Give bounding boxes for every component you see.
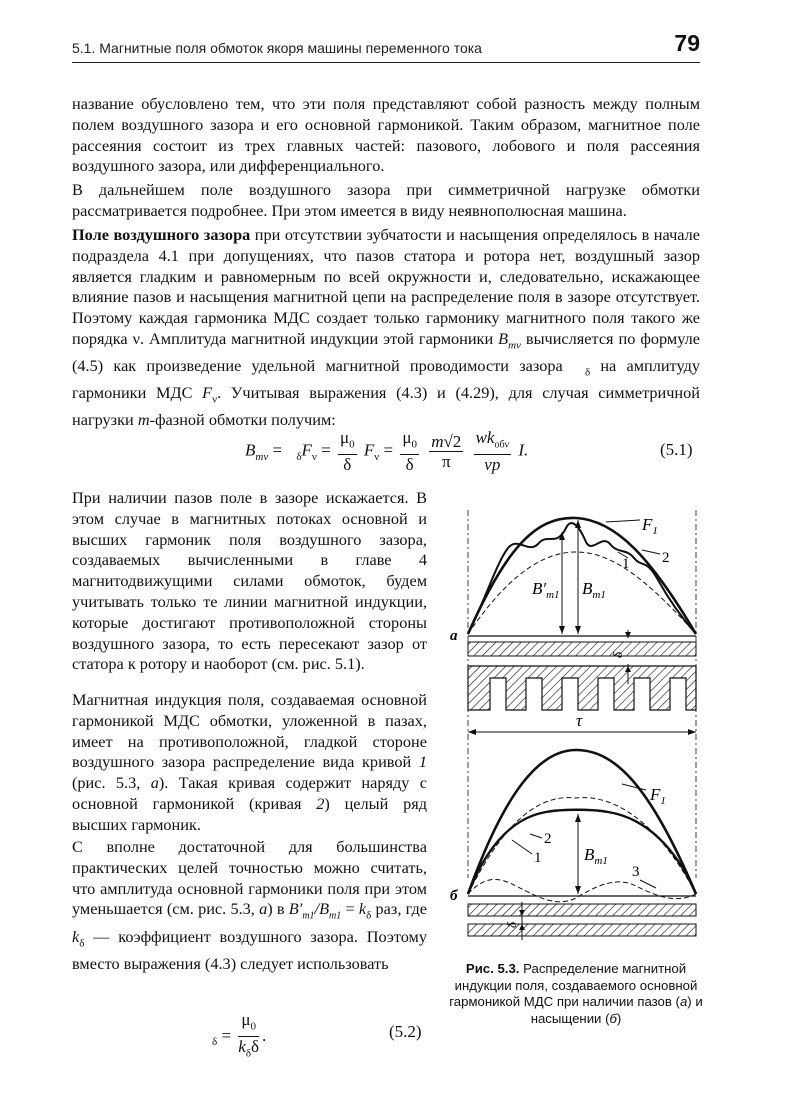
label-curve-2-b: 2 [544,831,552,847]
core-band-b [468,924,696,936]
figure-caption: Рис. 5.3. Распределение магнитной индукции поля, создаваемого основной гармоникой МДС при наличии пазов (а) и насыщении (б) [449,961,703,1026]
intro-paragraph-3: Поле воздушного зазора при отсутствии зубчатости и насыщения определялось в начале подраздела 4.1 при допущениях, что пазов статора и ротора нет, воздушный зазор является гладким и равномерным по всей окружности и, следовательно, искажающее влияние пазов и насыщения магнитной цепи на распределение поля в зазоре отсутствует. Поэтому каждая гармоника МДС создает только гармонику магнитного поля такого же порядка ν. Амплитуда магнитной индукции этой гармоники $B_{m\nu}$ вычисляется по формуле (4.5) как произведение удельной магнитной проводимости зазора $_\delta$ на амплитуду гармоники МДС $F_\nu$. Учитывая выражения (4.3) и (4.29), для случая симметричной нагрузки m-фазной обмотки получим: [72,225,700,430]
page-number: 79 [674,30,700,56]
label-curve-1-b: 1 [534,850,542,866]
label-b: б [450,888,458,904]
page-header [72,22,700,63]
equation-5-2-number: (5.2) [389,1022,422,1041]
label-F1-b: $F_1$ [650,785,666,807]
column-paragraph-1: При наличии пазов поле в зазоре искажается. В этом случае в магнитных потоках основной и высших гармоник поля воздушного зазора, создаваемых вычисленными в главе 4 магнитодвижущими силами обмоток, будем учитывать только те линии магнитной индукции, которые достигают противоположной стороны воздушного зазора, то есть пересекают зазор от статора к ротору и наоборот (см. рис. 5.1). [72,488,427,674]
slotted-core-a [468,666,696,710]
column-paragraph-2: Магнитная индукция поля, создаваемая основной гармоникой МДС обмотки, уложенной в пазах, имеет на противоположной, гладкой стороне воздушного зазора распределение вида кривой 1 (рис. 5.3, а). Такая кривая содержит наряду с основной гармоникой (кривая 2) целый ряд высших гармоник. [72,690,427,834]
caption-label: Рис. 5.3. [465,961,520,976]
figure-5-3 [446,488,706,958]
label-tau: τ [576,711,583,730]
equation-5-1: $B_{m\nu} = _\delta F_\nu$ = $\frac{\mu_0}{\delta}$ $F_\nu$ = $\frac{\mu_0}{\delta}$ $\frac{m√2}{\pi}$ $\frac{wk_{об\nu}}{\nu p}$ I. [245,428,529,475]
bold-term: Поле воздушного зазора [72,225,251,244]
label-F1-a: $F_1$ [642,515,658,537]
running-title: 5.1. Магнитные поля обмоток якоря машины переменного тока [72,40,482,56]
label-curve-1-a: 1 [622,556,630,572]
curve-F1-b [468,750,696,894]
curve-3-b [468,879,696,901]
intro-paragraph-1: название обусловлено тем, что эти поля представляют собой разность между полным полем воздушного зазора и его основной гармоникой. Таким образом, магнитное поле рассеяния состоит из трех главных частей: пазового, лобового и поля рассеяния воздушного зазора, или дифференциального. [72,94,700,176]
label-curve-2-a: 2 [662,550,670,566]
label-delta-a: δ [610,651,625,658]
column-paragraph-3: С вполне достаточной для большинства практических целей точностью можно считать, что амплитуда основной гармоники поля при этом уменьшается (см. рис. 5.3, а) в $B'_{m1}/B_{m1} = k_\delta$ раз, где $k_\delta$ — коэффициент воздушного зазора. Поэтому вместо выражения (4.3) следует использовать [72,837,428,974]
smooth-side-band-a [468,642,696,656]
label-Bm1-a: $B_{m1}$ [582,579,606,601]
label-Bm1-b: $B_{m1}$ [584,845,608,867]
smooth-side-band-b [468,904,696,916]
intro-paragraph-2: В дальнейшем поле воздушного зазора при симметричной нагрузке обмотки рассматривается подробнее. При этом имеется в виду неявнополюсная машина. [72,180,700,220]
label-delta-b: δ [504,921,519,928]
label-Bm1-prime: $B'_{m1}$ [532,579,560,601]
label-a: а [450,628,458,644]
label-curve-3-b: 3 [632,864,640,880]
curve-2-b [468,798,696,894]
equation-5-2: $_\delta$ = $\frac{\mu_0}{k_\delta\delta}$ . [212,1010,267,1060]
equation-5-1-number: (5.1) [660,440,693,459]
